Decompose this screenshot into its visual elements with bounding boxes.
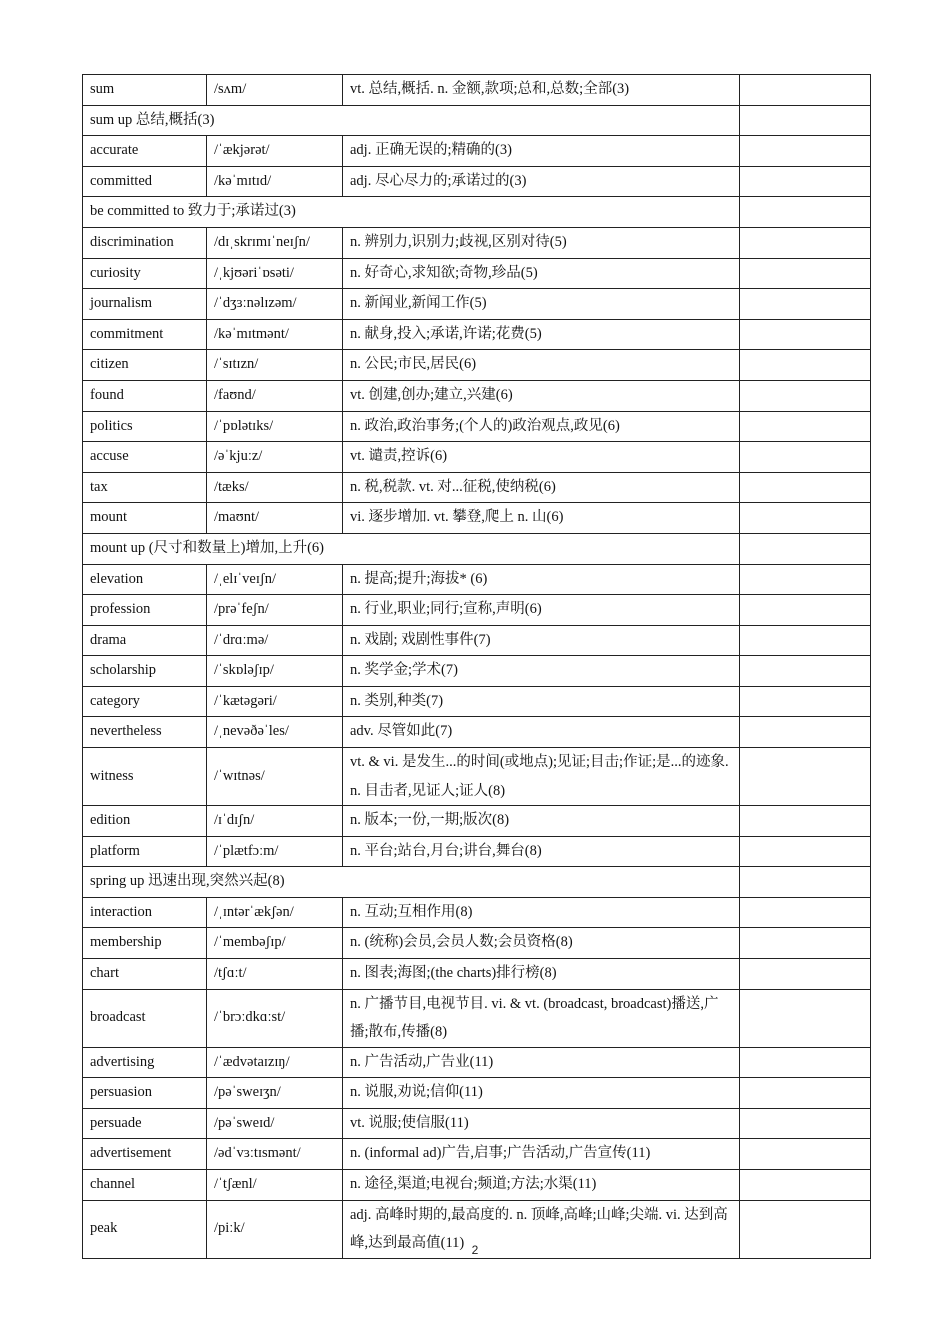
notes-cell [740,350,871,381]
phonetic-cell: /ˈbrɔːdkɑːst/ [207,989,343,1047]
vocab-row [83,928,871,959]
meaning-cell: n. (informal ad)广告,启事;广告活动,广告宣传(11) [343,1139,740,1170]
word-cell: advertisement [83,1139,207,1170]
word-cell: edition [83,806,207,837]
phonetic-cell: /pəˈsweɪʒn/ [207,1078,343,1109]
notes-cell [740,836,871,867]
meaning-cell: vt. 说服;使信服(11) [343,1108,740,1139]
notes-cell [740,928,871,959]
notes-cell [740,442,871,473]
meaning-cell: n. 广告活动,广告业(11) [343,1047,740,1078]
meaning-cell: vt. 总结,概括. n. 金额,款项;总和,总数;全部(3) [343,75,740,106]
phonetic-cell: /ˌɪntərˈækʃən/ [207,897,343,928]
vocab-row [83,836,871,867]
meaning-cell: n. 政治,政治事务;(个人的)政治观点,政见(6) [343,411,740,442]
notes-cell [740,533,871,564]
meaning-cell: vt. & vi. 是发生...的时间(或地点);见证;目击;作证;是...的迹象. n. 目击者,见证人;证人(8) [343,748,740,806]
phonetic-cell: /piːk/ [207,1200,343,1258]
phonetic-cell: /prəˈfeʃn/ [207,595,343,626]
phonetic-cell: /ˈskɒləʃɪp/ [207,656,343,687]
meaning-cell: n. 版本;一份,一期;版次(8) [343,806,740,837]
word-cell: journalism [83,289,207,320]
vocab-row [83,989,871,1047]
meaning-cell: n. 献身,投入;承诺,许诺;花费(5) [343,319,740,350]
word-cell: channel [83,1170,207,1201]
meaning-cell: n. 互动;互相作用(8) [343,897,740,928]
vocab-row [83,595,871,626]
meaning-cell: adv. 尽管如此(7) [343,717,740,748]
vocab-row [83,442,871,473]
word-cell: category [83,686,207,717]
phonetic-cell: /ˈmembəʃɪp/ [207,928,343,959]
word-cell: advertising [83,1047,207,1078]
vocabulary-table [82,74,871,1259]
phonetic-cell: /ɪˈdɪʃn/ [207,806,343,837]
phonetic-cell: /kəˈmɪtmənt/ [207,319,343,350]
word-cell: broadcast [83,989,207,1047]
word-cell: witness [83,748,207,806]
notes-cell [740,564,871,595]
word-cell: curiosity [83,258,207,289]
vocab-row [83,350,871,381]
vocab-row [83,806,871,837]
vocab-row [83,1047,871,1078]
vocabulary-table-body [83,75,871,1259]
notes-cell [740,989,871,1047]
vocab-row [83,656,871,687]
vocab-row [83,897,871,928]
word-cell: nevertheless [83,717,207,748]
notes-cell [740,289,871,320]
vocab-row [83,166,871,197]
meaning-cell: n. 图表;海图;(the charts)排行榜(8) [343,959,740,990]
notes-cell [740,136,871,167]
notes-cell [740,595,871,626]
vocab-row [83,959,871,990]
word-cell: membership [83,928,207,959]
notes-cell [740,748,871,806]
phrase-text: sum up 总结,概括(3) [83,105,740,136]
notes-cell [740,380,871,411]
meaning-cell: n. 类别,种类(7) [343,686,740,717]
phonetic-cell: /əˈkjuːz/ [207,442,343,473]
vocab-row [83,472,871,503]
word-cell: persuasion [83,1078,207,1109]
vocab-row [83,748,871,806]
phonetic-cell: /ˈækjərət/ [207,136,343,167]
phrase-text: be committed to 致力于;承诺过(3) [83,197,740,228]
word-cell: found [83,380,207,411]
phrase-row [83,197,871,228]
notes-cell [740,686,871,717]
word-cell: mount [83,503,207,534]
word-cell: sum [83,75,207,106]
phonetic-cell: /ˈwɪtnəs/ [207,748,343,806]
phonetic-cell: /ˈplætfɔːm/ [207,836,343,867]
phonetic-cell: /ˌnevəðəˈles/ [207,717,343,748]
meaning-cell: adj. 正确无误的;精确的(3) [343,136,740,167]
meaning-cell: n. 说服,劝说;信仰(11) [343,1078,740,1109]
notes-cell [740,319,871,350]
notes-cell [740,1078,871,1109]
notes-cell [740,105,871,136]
notes-cell [740,75,871,106]
vocab-row [83,75,871,106]
word-cell: elevation [83,564,207,595]
phonetic-cell: /maʊnt/ [207,503,343,534]
phrase-row [83,105,871,136]
meaning-cell: n. (统称)会员,会员人数;会员资格(8) [343,928,740,959]
word-cell: persuade [83,1108,207,1139]
vocab-row [83,1170,871,1201]
notes-cell [740,625,871,656]
phonetic-cell: /pəˈsweɪd/ [207,1108,343,1139]
phonetic-cell: /ˌelɪˈveɪʃn/ [207,564,343,595]
notes-cell [740,227,871,258]
phonetic-cell: /kəˈmɪtɪd/ [207,166,343,197]
vocab-row [83,717,871,748]
meaning-cell: n. 辨别力,识别力;歧视,区别对待(5) [343,227,740,258]
meaning-cell: n. 戏剧; 戏剧性事件(7) [343,625,740,656]
word-cell: committed [83,166,207,197]
word-cell: peak [83,1200,207,1258]
word-cell: chart [83,959,207,990]
notes-cell [740,1047,871,1078]
phonetic-cell: /ˈtʃænl/ [207,1170,343,1201]
vocab-row [83,686,871,717]
vocab-row [83,319,871,350]
meaning-cell: vi. 逐步增加. vt. 攀登,爬上 n. 山(6) [343,503,740,534]
vocab-row [83,625,871,656]
word-cell: tax [83,472,207,503]
phonetic-cell: /ˈædvətaɪzɪŋ/ [207,1047,343,1078]
phrase-row [83,533,871,564]
word-cell: accuse [83,442,207,473]
phonetic-cell: /ˈdrɑːmə/ [207,625,343,656]
vocab-row [83,1139,871,1170]
notes-cell [740,1108,871,1139]
phonetic-cell: /faʊnd/ [207,380,343,411]
word-cell: discrimination [83,227,207,258]
phonetic-cell: /ˈsɪtɪzn/ [207,350,343,381]
meaning-cell: adj. 高峰时期的,最高度的. n. 顶峰,高峰;山峰;尖端. vi. 达到高峰,达到最高值(11) [343,1200,740,1258]
vocab-row [83,503,871,534]
meaning-cell: adj. 尽心尽力的;承诺过的(3) [343,166,740,197]
meaning-cell: n. 途径,渠道;电视台;频道;方法;水渠(11) [343,1170,740,1201]
word-cell: platform [83,836,207,867]
meaning-cell: n. 广播节目,电视节目. vi. & vt. (broadcast, broadcast)播送,广播;散布,传播(8) [343,989,740,1047]
vocab-row [83,1108,871,1139]
notes-cell [740,166,871,197]
meaning-cell: n. 提高;提升;海拔* (6) [343,564,740,595]
meaning-cell: n. 行业,职业;同行;宣称,声明(6) [343,595,740,626]
meaning-cell: n. 奖学金;学术(7) [343,656,740,687]
notes-cell [740,656,871,687]
word-cell: interaction [83,897,207,928]
word-cell: politics [83,411,207,442]
word-cell: commitment [83,319,207,350]
phrase-text: spring up 迅速出现,突然兴起(8) [83,867,740,898]
vocab-row [83,227,871,258]
vocab-row [83,258,871,289]
word-cell: scholarship [83,656,207,687]
notes-cell [740,1170,871,1201]
meaning-cell: n. 税,税款. vt. 对...征税,使纳税(6) [343,472,740,503]
phonetic-cell: /ədˈvɜːtɪsmənt/ [207,1139,343,1170]
meaning-cell: vt. 谴责,控诉(6) [343,442,740,473]
notes-cell [740,197,871,228]
phonetic-cell: /tæks/ [207,472,343,503]
vocab-row [83,411,871,442]
notes-cell [740,503,871,534]
vocab-row [83,289,871,320]
phonetic-cell: /tʃɑːt/ [207,959,343,990]
phonetic-cell: /ˈdʒɜːnəlɪzəm/ [207,289,343,320]
notes-cell [740,806,871,837]
phonetic-cell: /ˈpɒlətɪks/ [207,411,343,442]
vocab-row [83,1078,871,1109]
phonetic-cell: /ˈkætəgəri/ [207,686,343,717]
phrase-text: mount up (尺寸和数量上)增加,上升(6) [83,533,740,564]
vocab-row [83,136,871,167]
notes-cell [740,959,871,990]
notes-cell [740,897,871,928]
vocab-row [83,380,871,411]
notes-cell [740,411,871,442]
phrase-row [83,867,871,898]
phonetic-cell: /dɪˌskrɪmɪˈneɪʃn/ [207,227,343,258]
word-cell: accurate [83,136,207,167]
notes-cell [740,717,871,748]
phonetic-cell: /sʌm/ [207,75,343,106]
meaning-cell: n. 平台;站台,月台;讲台,舞台(8) [343,836,740,867]
meaning-cell: n. 公民;市民,居民(6) [343,350,740,381]
meaning-cell: n. 新闻业,新闻工作(5) [343,289,740,320]
notes-cell [740,472,871,503]
notes-cell [740,867,871,898]
notes-cell [740,258,871,289]
notes-cell [740,1139,871,1170]
meaning-cell: n. 好奇心,求知欲;奇物,珍品(5) [343,258,740,289]
word-cell: profession [83,595,207,626]
word-cell: drama [83,625,207,656]
meaning-cell: vt. 创建,创办;建立,兴建(6) [343,380,740,411]
page-number: 2 [471,1243,479,1257]
phonetic-cell: /ˌkjʊəriˈɒsəti/ [207,258,343,289]
vocab-row [83,564,871,595]
word-cell: citizen [83,350,207,381]
